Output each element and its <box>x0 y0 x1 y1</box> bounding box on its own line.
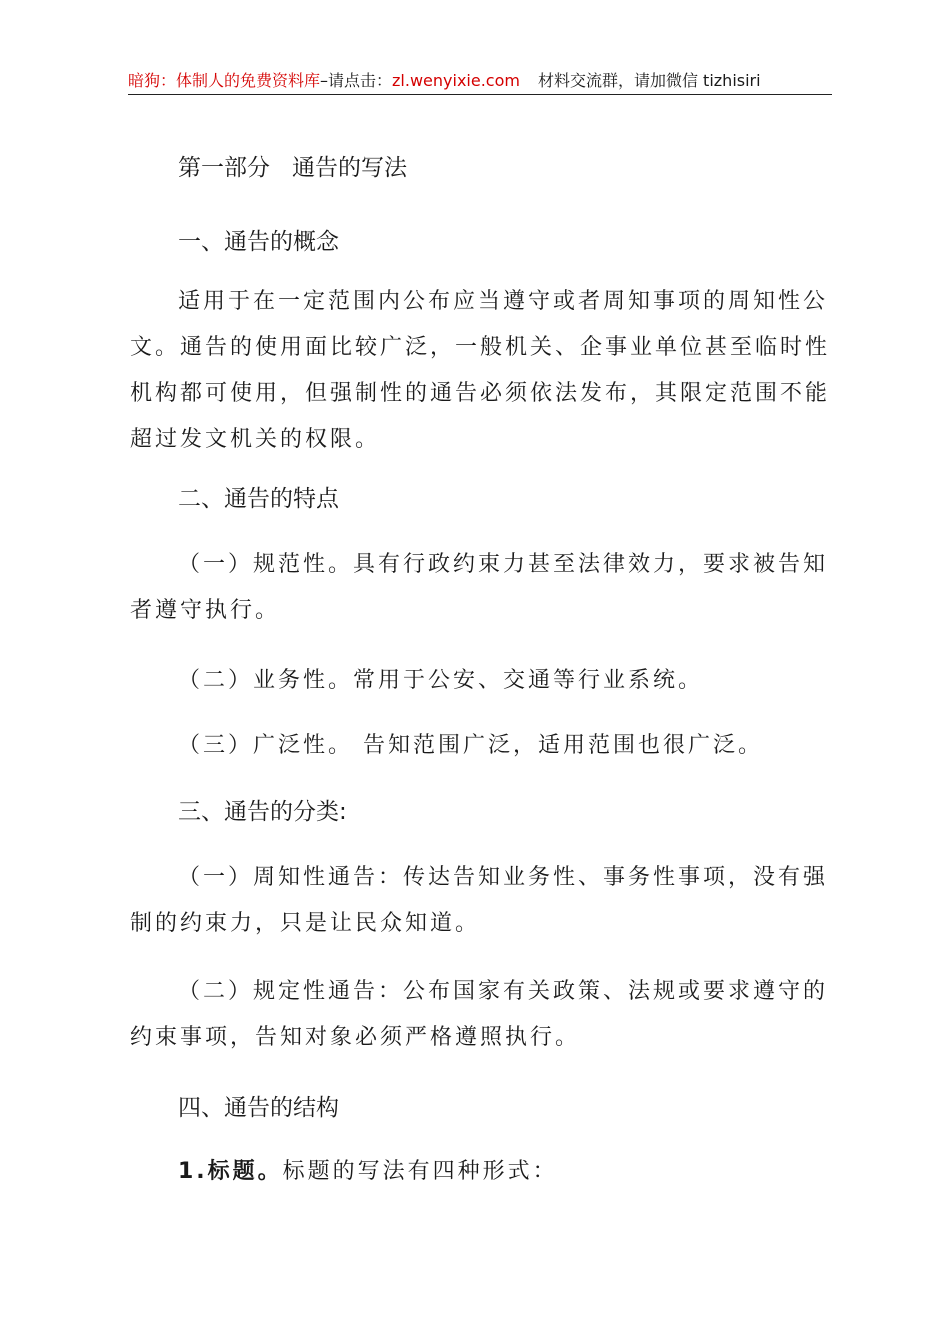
page-header <box>128 68 832 95</box>
header-url-link[interactable]: zl.wenyixie.com <box>392 71 520 90</box>
section-4-heading: 四、通告的结构 <box>178 1095 339 1121</box>
section-2-item-2-label: （二）业务性。 <box>178 668 354 693</box>
section-2-item-3 <box>130 723 830 769</box>
part-label: 第一部分 <box>178 155 270 181</box>
section-2-item-1-text: 具有行政约束力甚至法律效力，要求被告知者遵守执行。 <box>130 552 829 623</box>
section-2-item-1 <box>130 542 830 634</box>
section-3-item-1-text: 传达告知业务性、事务性事项，没有强制的约束力，只是让民众知道。 <box>130 865 829 936</box>
section-3-item-2-label: （二）规定性通告： <box>178 979 404 1004</box>
part-title <box>178 153 407 183</box>
section-4-item-1-label: 1.标题。 <box>178 1159 283 1184</box>
section-1-paragraph <box>130 279 830 463</box>
header-brand: 暗狗：体制人的免费资料库 <box>128 71 321 90</box>
section-3-item-1 <box>130 855 830 947</box>
section-1-heading: 一、通告的概念 <box>178 229 339 255</box>
header-click-label: –请点击： <box>320 71 393 90</box>
section-3-heading: 三、通告的分类: <box>178 799 347 825</box>
section-4-item-1 <box>178 1149 828 1195</box>
section-3-item-2 <box>130 969 830 1061</box>
section-2-item-3-label: （三）广泛性。 <box>178 733 354 758</box>
section-2-item-1-label: （一）规范性。 <box>178 552 354 577</box>
section-2-item-2-text: 常用于公安、交通等行业系统。 <box>353 668 704 693</box>
section-3-item-1-label: （一）周知性通告： <box>178 865 404 890</box>
section-4-item-1-text: 标题的写法有四种形式： <box>282 1159 558 1184</box>
section-1-text: 适用于在一定范围内公布应当遵守或者周知事项的周知性公文。通告的使用面比较广泛，一般机关、企事业单位甚至临时性机构都可使用，但强制性的通告必须依法发布，其限定范围不能超过发文机关的权限。 <box>130 289 831 452</box>
part-title-text: 通告的写法 <box>292 155 407 181</box>
header-group-text: 材料交流群，请加微信 tizhisiri <box>537 71 761 90</box>
section-2-heading: 二、通告的特点 <box>178 486 339 512</box>
section-2-item-2 <box>130 658 830 704</box>
section-3-item-2-text: 公布国家有关政策、法规或要求遵守的约束事项，告知对象必须严格遵照执行。 <box>130 979 829 1050</box>
section-2-item-3-text: 告知范围广泛，适用范围也很广泛。 <box>353 733 764 758</box>
